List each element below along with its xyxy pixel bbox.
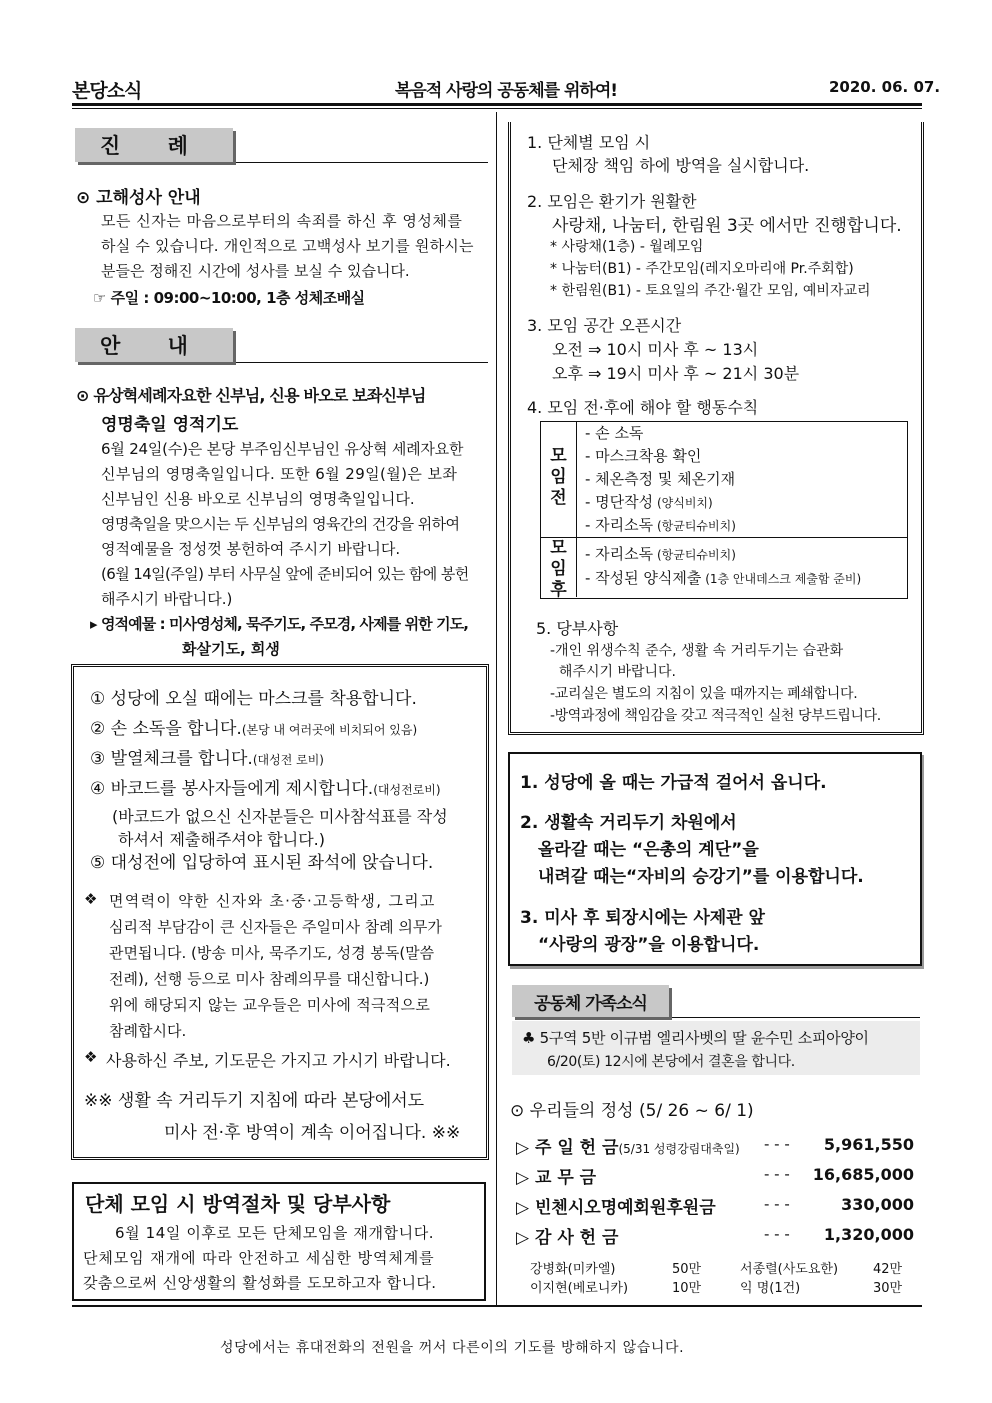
rule-1-detail: 단체장 책임 하에 방역을 실시합니다.	[552, 156, 810, 175]
exempt-line: 위에 해당되지 않는 교우들은 미사에 적극적으로	[109, 996, 431, 1014]
movement-guide-line: 올라갈 때는 “은총의 계단”을	[538, 840, 759, 860]
rule-5: 5. 당부사항	[536, 619, 619, 638]
column-divider	[496, 112, 497, 1305]
before-item: - 체온측정 및 체온기재	[585, 470, 736, 488]
exempt-line: 관면됩니다. (방송 미사, 묵주기도, 성경 봉독(말씀	[109, 944, 435, 962]
exempt-line: 참례합시다.	[109, 1022, 187, 1040]
annae-heading: 안 내	[75, 328, 233, 362]
feast-line: 신부님인 신용 바오로 신부님의 영명축일입니다.	[101, 490, 415, 508]
before-item: - 마스크착용 확인	[585, 447, 702, 465]
exempt-bullet: ❖	[84, 890, 98, 908]
barcode-note: (바코드가 없으신 신자분들은 미사참석표를 작성	[112, 807, 448, 826]
group-intro-title: 단체 모임 시 방역절차 및 당부사항	[85, 1192, 391, 1216]
feast-line: 해주시기 바랍니다.)	[101, 590, 233, 608]
exempt-line: 전례), 선행 등으로 미사 참례의무를 대신합니다.)	[109, 970, 430, 988]
offering-row: ▷ 빈첸시오명예회원후원금	[516, 1198, 716, 1218]
donor-name: 서종렬(사도요한)	[740, 1262, 839, 1277]
community-news-line: 6/20(토) 12시에 본당에서 결혼을 합니다.	[547, 1054, 795, 1070]
donor-amount: 30만	[873, 1281, 903, 1296]
rule-3: 3. 모임 공간 오픈시간	[527, 316, 682, 335]
movement-guide-line: 3. 미사 후 퇴장시에는 사제관 앞	[520, 908, 765, 928]
before-item: - 명단작성 (양식비치)	[585, 493, 713, 511]
offering-dash: - - -	[764, 1225, 790, 1243]
jinrye-heading-rule	[236, 162, 488, 163]
rule-2-note: * 한림원(B1) - 토요일의 주간·월간 모임, 예비자교리	[550, 283, 871, 299]
confession-schedule: ☞ 주일 : 09:00~10:00, 1층 성체조배실	[93, 289, 365, 307]
bulletin-note: 사용하신 주보, 기도문은 가지고 가시기 바랍니다.	[106, 1051, 451, 1070]
mass-rule-item: ① 성당에 오실 때에는 마스크를 착용합니다.	[90, 689, 417, 709]
feast-line: 영명축일을 맞으시는 두 신부님의 영육간의 건강을 위하여	[101, 515, 460, 533]
quarantine-note: 미사 전·후 방역이 계속 이어집니다. ※※	[164, 1123, 461, 1143]
before-item: - 손 소독	[585, 424, 644, 442]
jinrye-heading: 진 례	[75, 128, 233, 162]
barcode-note: 하셔서 제출해주셔야 합니다.)	[118, 830, 325, 849]
mass-rule-item: ⑤ 대성전에 입당하여 표시된 좌석에 앉습니다.	[90, 853, 434, 873]
header-rule	[72, 103, 922, 106]
offering-amount: 330,000	[841, 1195, 914, 1214]
offerings-title: ⊙ 우리들의 정성 (5/ 26 ~ 6/ 1)	[510, 1101, 754, 1121]
offering-row: ▷ 주 일 헌 금(5/31 성령강림대축일)	[516, 1138, 740, 1158]
spiritual-offering-cont: 화살기도, 희생	[182, 640, 280, 658]
offering-dash: - - -	[764, 1195, 790, 1213]
feast-subtitle: 영명축일 영적기도	[101, 415, 239, 435]
rule-5-line: -교리실은 별도의 지침이 있을 때까지는 폐쇄합니다.	[550, 686, 858, 702]
offering-row: ▷ 교 무 금	[516, 1168, 597, 1188]
donor-name: 이지현(베로니카)	[530, 1281, 629, 1296]
header-section-label: 본당소식	[72, 80, 142, 102]
group-intro-line: 6월 14일 이후로 모든 단체모임을 재개합니다.	[115, 1224, 435, 1242]
footer-rule	[72, 1305, 922, 1307]
rule-4: 4. 모임 전·후에 해야 할 행동수칙	[527, 398, 759, 417]
exempt-line: 심리적 부담감이 큰 신자들은 주일미사 참례 의무가	[109, 918, 442, 936]
rule-2: 2. 모임은 환기가 원활한	[527, 192, 697, 211]
confession-line: 하실 수 있습니다. 개인적으로 고백성사 보기를 원하시는	[101, 237, 474, 255]
exempt-line: 면역력이 약한 신자와 초·중·고등학생, 그리고	[109, 892, 436, 910]
header-date: 2020. 06. 07.	[829, 78, 941, 96]
feast-line: 영적예물을 정성껏 봉헌하여 주시기 바랍니다.	[101, 540, 401, 558]
quarantine-note: ※※ 생활 속 거리두기 지침에 따라 본당에서도	[84, 1091, 425, 1111]
annae-heading-rule	[236, 362, 488, 363]
movement-guide-line: 2. 생활속 거리두기 차원에서	[520, 813, 737, 833]
movement-guide-line: 1. 성당에 올 때는 가급적 걸어서 옵니다.	[520, 773, 827, 793]
conduct-table-row-divider	[540, 537, 907, 538]
movement-guide-line: “사랑의 광장”을 이용합니다.	[538, 935, 760, 955]
confession-line: 분들은 정해진 시간에 성사를 보실 수 있습니다.	[101, 262, 410, 280]
donor-name: 익 명(1건)	[740, 1281, 801, 1296]
offering-amount: 16,685,000	[812, 1165, 914, 1184]
offering-amount: 5,961,550	[823, 1135, 914, 1154]
offering-dash: - - -	[764, 1165, 790, 1183]
group-intro-line: 갖춤으로써 신앙생활의 활성화를 도모하고자 합니다.	[83, 1274, 437, 1292]
rule-3-am: 오전 ⇒ 10시 미사 후 ~ 13시	[552, 340, 759, 359]
feast-line: (6월 14일(주일) 부터 사무실 앞에 준비되어 있는 함에 봉헌	[101, 565, 469, 583]
group-intro-line: 단체모임 재개에 따라 안전하고 세심한 방역체계를	[83, 1249, 435, 1267]
confession-line: 모든 신자는 마음으로부터의 속죄를 하신 후 영성체를	[101, 212, 463, 230]
feast-line: 신부님의 영명축일입니다. 또한 6월 29일(월)은 보좌	[101, 465, 458, 483]
after-meeting-label: 모 임 후	[550, 538, 567, 600]
donor-amount: 42만	[873, 1262, 903, 1277]
donor-amount: 50만	[672, 1262, 702, 1277]
donor-name: 강병화(미카엘)	[530, 1262, 616, 1277]
bulletin-bullet: ❖	[84, 1048, 98, 1066]
feast-title: ⊙ 유상혁세례자요한 신부님, 신용 바오로 보좌신부님	[76, 386, 426, 405]
community-news-line: ♣ 5구역 5반 이규범 엘리사벳의 딸 윤수민 소피아양이	[522, 1029, 869, 1047]
rule-1: 1. 단체별 모임 시	[527, 133, 651, 152]
header-motto: 복음적 사랑의 공동체를 위하여!	[395, 81, 617, 101]
footer-notice: 성당에서는 휴대전화의 전원을 꺼서 다른이의 기도를 방해하지 않습니다.	[220, 1340, 685, 1356]
mass-rule-item: ② 손 소독을 합니다.(본당 내 여러곳에 비치되어 있음)	[90, 719, 418, 739]
offering-row: ▷ 감 사 헌 금	[516, 1228, 619, 1248]
movement-guide-line: 내려갈 때는“자비의 승강기”를 이용합니다.	[538, 867, 864, 887]
rule-5-line: 해주시기 바랍니다.	[550, 664, 676, 680]
offering-amount: 1,320,000	[823, 1225, 914, 1244]
confession-title: ⊙ 고해성사 안내	[76, 188, 201, 208]
offering-dash: - - -	[764, 1135, 790, 1153]
rule-2-note: * 나눔터(B1) - 주간모임(레지오마리애 Pr.주회합)	[550, 261, 854, 277]
before-item: - 자리소독 (항균티슈비치)	[585, 516, 736, 534]
mass-rule-item: ④ 바코드를 봉사자들에게 제시합니다.(대성전로비)	[90, 779, 441, 799]
header-rule-thin	[72, 108, 922, 109]
mass-rule-item: ③ 발열체크를 합니다.(대성전 로비)	[90, 749, 324, 769]
rule-5-line: -개인 위생수칙 준수, 생활 속 거리두기는 습관화	[550, 643, 844, 659]
feast-line: 6월 24일(수)은 본당 부주임신부님인 유상혁 세례자요한	[101, 440, 464, 458]
before-meeting-label: 모 임 전	[550, 446, 567, 508]
after-item: - 작성된 양식제출 (1층 안내데스크 제출함 준비)	[585, 569, 862, 587]
community-heading-rule	[672, 1017, 920, 1018]
after-item: - 자리소독 (항균티슈비치)	[585, 545, 736, 563]
rule-2-note: * 사랑채(1층) - 월례모임	[550, 239, 704, 255]
conduct-table-col-divider	[576, 421, 577, 597]
community-heading: 공동체 가족소식	[512, 985, 669, 1017]
spiritual-offering: ▸ 영적예물 : 미사영성체, 묵주기도, 주모경, 사제를 위한 기도,	[90, 615, 469, 633]
rule-3-pm: 오후 ⇒ 19시 미사 후 ~ 21시 30분	[552, 364, 800, 383]
rule-2-detail: 사랑채, 나눔터, 한림원 3곳 에서만 진행합니다.	[552, 216, 902, 236]
donor-amount: 10만	[672, 1281, 702, 1296]
rule-5-line: -방역과정에 책임감을 갖고 적극적인 실천 당부드립니다.	[550, 708, 881, 724]
